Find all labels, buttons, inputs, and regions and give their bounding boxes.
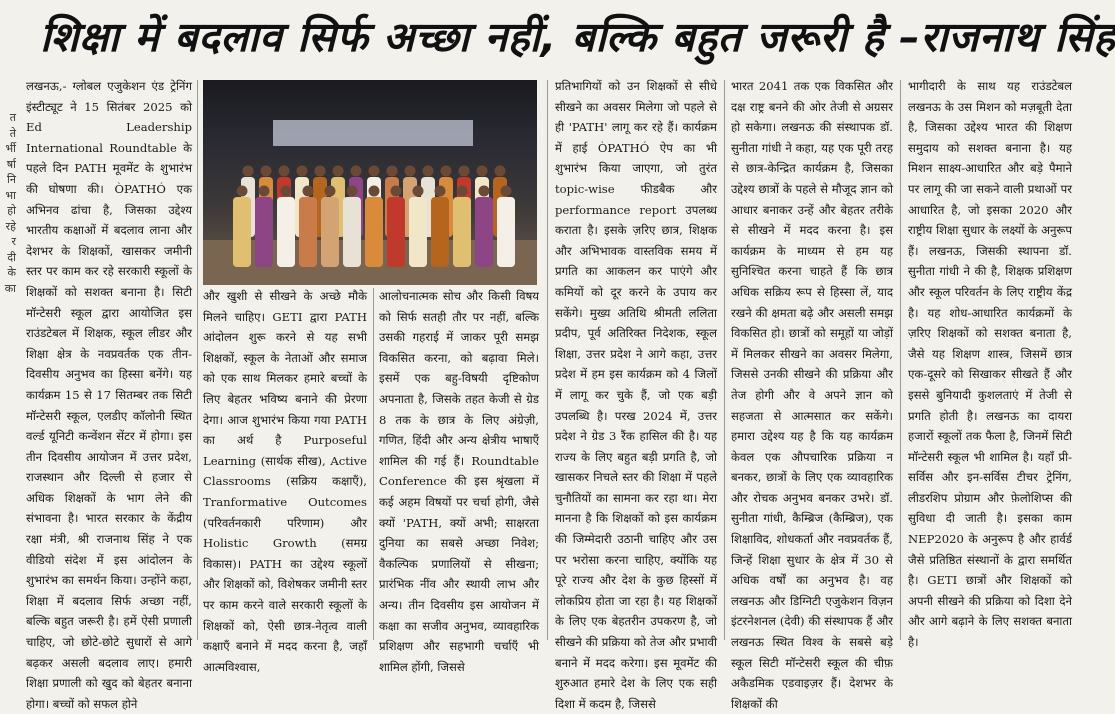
person-figure [475,197,493,267]
person-figure [233,197,251,267]
article-column-1 [26,76,192,711]
article-column-6 [908,76,1072,650]
column-text: लखनऊ,- ग्लोबल एजुकेशन एंड ट्रेनिंग इंस्टीट्यूट ने 15 सितंबर 2025 को Ed Leadership International Roundtable के पहले दिन PATH मूवमेंट के शुभारंभ की घोषणा की। ÒPATHÓ एक अभिनव ढांचा है, जिसका उद्देश्य भारतीय कक्षाओं में बदलाव लाना और देशभर के शिक्षकों, खासकर जमीनी स्तर पर काम कर रहे सरकारी स्कूलों के शिक्षकों को सशक्त बनाना है। सिटी मॉन्टेसरी स्कूल द्वारा आयोजित इस राउंडटेबल में शिक्षक, स्कूल लीडर और शिक्षा क्षेत्र के नवप्रवर्तक एक तीन-दिवसीय अनुभव का हिस्सा बनेंगे। यह कार्यक्रम 15 से 17 सितम्बर तक सिटी मॉन्टेसरी स्कूल, एलडीए कॉलोनी स्थित वर्ल्ड यूनिटी कन्वेंशन सेंटर में होगा। इस तीन दिवसीय आयोजन में उत्तर प्रदेश, राजस्थान और दिल्ली से हजार से अधिक शिक्षकों के भाग लेने की संभावना है। भारत सरकार के केंद्रीय रक्षा मंत्री, श्री राजनाथ सिंह ने एक वीडियो संदेश में इस आंदोलन के शुभारंभ का समर्थन किया। उन्होंने कहा, शिक्षा में बदलाव सिर्फ अच्छा नहीं, बल्कि बहुत जरूरी है। हमें ऐसी प्रणाली चाहिए, जो छोटे-छोटे सुधारों से आगे बढ़कर असली बदलाव लाए। हमारी शिक्षा प्रणाली को खुद को बेहतर बनाना होगा। बच्चों को सफल होने [26,79,192,711]
person-head [315,166,326,177]
person-head [479,186,490,197]
person-figure [409,197,427,267]
column-rule [724,80,725,640]
person-head [347,186,358,197]
column-rule [373,288,374,640]
person-figure [277,197,295,267]
column-text: और खुशी से सीखने के अच्छे मौके मिलने चाहिए। GETI द्वारा PATH आंदोलन शुरू करने से यह सभी शिक्षकों, स्कूल के नेताओं और समाज को एक साथ मिलकर हमारे बच्चों के लिए बेहतर भविष्य बनाने की प्रेरणा देगा। आज शुभारंभ किया गया PATH का अर्थ है Purposeful Learning (सार्थक सीख), Active Classrooms (सक्रिय कक्षाएँ), Tranformative Outcomes (परिवर्तनकारी परिणाम) और Holistic Growth (समग्र विकास)। PATH का उद्देश्य स्कूलों और शिक्षकों को, विशेषकर जमीनी स्तर पर काम करने वाले सरकारी स्कूलों के शिक्षकों को, ऐसी छात्र-नेतृत्व वाली कक्षाएँ बनाने में मदद करना है, जहाँ आत्मविश्वास, [203,289,367,674]
person-figure [497,197,515,267]
person-figure [255,197,273,267]
article-column-5 [731,76,893,711]
article-column-4 [555,76,717,711]
column-rule [197,80,198,640]
event-photo [203,80,537,285]
person-head [391,186,402,197]
column-text: प्रतिभागियों को उन शिक्षकों से सीधे सीखने का अवसर मिलेगा जो पहले से ही 'PATH' लागू कर रहे हैं। कार्यक्रम में हाई ÒPATHÓ ऐप का भी शुभारंभ किया जाएगा, जो तुरंत topic-wise फीडबैक और performance report उपलब्ध कराता है। इसके ज़रिए छात्र, शिक्षक और अभिभावक वास्तविक समय में प्रगति का आकलन कर पाएंगे और कमियों को दूर करने के उपाय कर सकेंगे। मुख्य अतिथि श्रीमती ललिता प्रदीप, पूर्व अतिरिक्त निदेशक, स्कूल शिक्षा, उत्तर प्रदेश ने आगे कहा, उत्तर प्रदेश में हम इस कार्यक्रम को 4 जिलों में लागू कर चुके हैं, जो एक बड़ी उपलब्धि है। परख 2024 में, उत्तर प्रदेश ने ग्रेड 3 रैंक हासिल की है। यह राज्य के लिए बहुत बड़ी प्रगति है, जो खासकर निचले स्तर की शिक्षा में पहले चुनौतियों का सामना कर रहा था। मेरा मानना है कि शिक्षकों को इस कार्यक्रम की जिम्मेदारी उठानी चाहिए और उस पर भरोसा करना चाहिए, क्योंकि यह पूरे राज्य और देश के कुछ हिस्सों में लोकप्रिय होता जा रहा है। यह शिक्षकों के लिए एक बेहतरीन उपकरण है, जो सीखने की प्रक्रिया को तेज और प्रभावी बनाने में मदद करेगा। इस मूवमेंट की शुरुआत हमारे देश के लिए एक सही दिशा में कदम है, जिससे [555,79,717,711]
person-head [423,166,434,177]
person-head [501,186,512,197]
person-head [351,166,362,177]
person-head [387,166,398,177]
person-head [459,166,470,177]
column-text: आलोचनात्मक सोच और किसी विषय को सिर्फ सतही तौर पर नहीं, बल्कि उसकी गहराई में जाकर पूरी समझ विकसित करना, को बढ़ावा मिले। इसमें एक बहु-विषयी दृष्टिकोण अपनाता है, जिसके तहत केजी से ग्रेड 8 तक के छात्र के लिए अंग्रेज़ी, गणित, हिंदी और अन्य क्षेत्रीय भाषाएँ शामिल की गई हैं। Roundtable Conference की इस श्रृंखला में कई अहम विषयों पर चर्चा होगी, जैसे क्यों 'PATH, क्यों अभी; साक्षरता दुनिया का सबसे अच्छा निवेश; वैकल्पिक प्रणालियों से सीखना; प्रारंभिक नींव और स्थायी लाभ और अन्य। तीन दिवसीय इस आयोजन में कक्षा का सजीव अनुभव, व्यावहारिक प्रशिक्षण और सहभागी चर्चाएँ भी शामिल होंगी, जिससे [379,289,539,674]
person-head [495,166,506,177]
person-head [259,186,270,197]
person-head [369,166,380,177]
person-figure [321,197,339,267]
headline: शिक्षा में बदलाव सिर्फ अच्छा नहीं, बल्कि बहुत जरूरी है –राजनाथ सिंह [40,13,1115,61]
person-figure [365,197,383,267]
person-head [243,166,254,177]
column-rule [547,80,548,640]
article-column-2 [203,286,367,674]
column-text: भारत 2041 तक एक विकसित और दक्ष राष्ट्र बनने की ओर तेजी से अग्रसर हो सकेगा। लखनऊ की संस्थापक डॉ. सुनीता गांधी ने कहा, यह एक पूरी तरह से छात्र-केन्द्रित कार्यक्रम है, जिसका उद्देश्य छात्रों के पहले से मौजूद ज्ञान को आधार बनाकर उन्हें और बेहतर तरीके से सीखने में मदद करना है। इस कार्यक्रम के माध्यम से हम यह सुनिश्चित करना चाहते हैं कि छात्र अधिक सक्रिय रूप से हिस्सा लें, याद रखने की क्षमता बढ़े और असली समझ विकसित हो। छात्रों को समूहों या जोड़ों में मिलकर सीखने का अवसर मिलेगा, जिससे उनकी सीखने की प्रक्रिया और तेज होगी और वे अपने ज्ञान को सहजता से आत्मसात कर सकेंगे। हमारा उद्देश्य यह है कि यह कार्यक्रम केवल एक औपचारिक प्रक्रिया न बनकर, छात्रों के लिए एक व्यावहारिक और रोचक अनुभव बनकर उभरे। डॉ. सुनीता गांधी, कैम्ब्रिज (कैम्ब्रिज), एक शिक्षाविद, शोधकर्ता और नवप्रवर्तक हैं, जिन्हें शिक्षा सुधार के क्षेत्र में 30 से अधिक वर्षों का अनुभव है। वह लखनऊ और डिग्निटी एजुकेशन विज़न इंटरनेशनल (देवी) की संस्थापक हैं और लखनऊ स्थित विश्व के सबसे बड़े स्कूल सिटी मॉन्टेसरी स्कूल की चीफ़ अकैडमिक एडवाइज़र हैं। देशभर के शिक्षकों की [731,79,893,711]
person-figure [431,197,449,267]
person-head [435,186,446,197]
person-head [441,166,452,177]
person-head [325,186,336,197]
person-head [405,166,416,177]
group-photo-illustration [203,80,537,285]
person-head [237,186,248,197]
person-figure [299,197,317,267]
person-figure [387,197,405,267]
person-figure [453,197,471,267]
person-head [457,186,468,197]
person-figure [343,197,361,267]
person-head [279,166,290,177]
person-head [413,186,424,197]
person-head [281,186,292,197]
column-text: भागीदारी के साथ यह राउंडटेबल लखनऊ के उस मिशन को मज़बूती देता है, जिसका उद्देश्य भारत की शिक्षण समुदाय को सशक्त बनाना है। यह मिशन साक्ष्य-आधारित और बड़े पैमाने पर लागू की जा सकने वाली प्रथाओं पर आधारित है, जो इसका 2020 और राष्ट्रीय शिक्षा सुधार के लक्ष्यों के अनुरूप हैं। लखनऊ, जिसकी स्थापना डॉ. सुनीता गांधी ने की है, शिक्षक प्रशिक्षण और स्कूल परिवर्तन के लिए राष्ट्रीय केंद्र है। यह शोध-आधारित कार्यक्रमों के ज़रिए शिक्षकों को सशक्त बनाता है, जैसे यह शिक्षण शास्त्र, जिसमें छात्र एक-दूसरे को सिखाकर सीखते हैं और इससे बुनियादी कुशलताएं में तेजी से प्रगति होती है। लखनऊ का दायरा हजारों स्कूलों तक फैला है, जिनमें सिटी मॉन्टेसरी स्कूल भी शामिल है। यहाँ प्री-सर्विस और इन-सर्विस टीचर ट्रेनिंग, लीडरशिप प्रोग्राम और फ़ेलोशिप्स की सुविधा दी जाती है। इसका काम NEP2020 के अनुरूप है और हार्वर्ड जैसे प्रतिष्ठित संस्थानों के द्वारा समर्थित है। GETI छात्रों और शिक्षकों को अपनी सीखने की प्रक्रिया को दिशा देने और आगे बढ़ाने के लिए सशक्त बनाता है। [908,79,1072,650]
column-rule [900,80,901,640]
person-head [261,166,272,177]
cropped-left-column: त ते र्भी र्षा नि भा हो रहे र दी के का [4,111,16,295]
person-head [333,166,344,177]
person-head [303,186,314,197]
person-head [297,166,308,177]
article-column-3 [379,286,539,674]
person-head [369,186,380,197]
person-head [477,166,488,177]
